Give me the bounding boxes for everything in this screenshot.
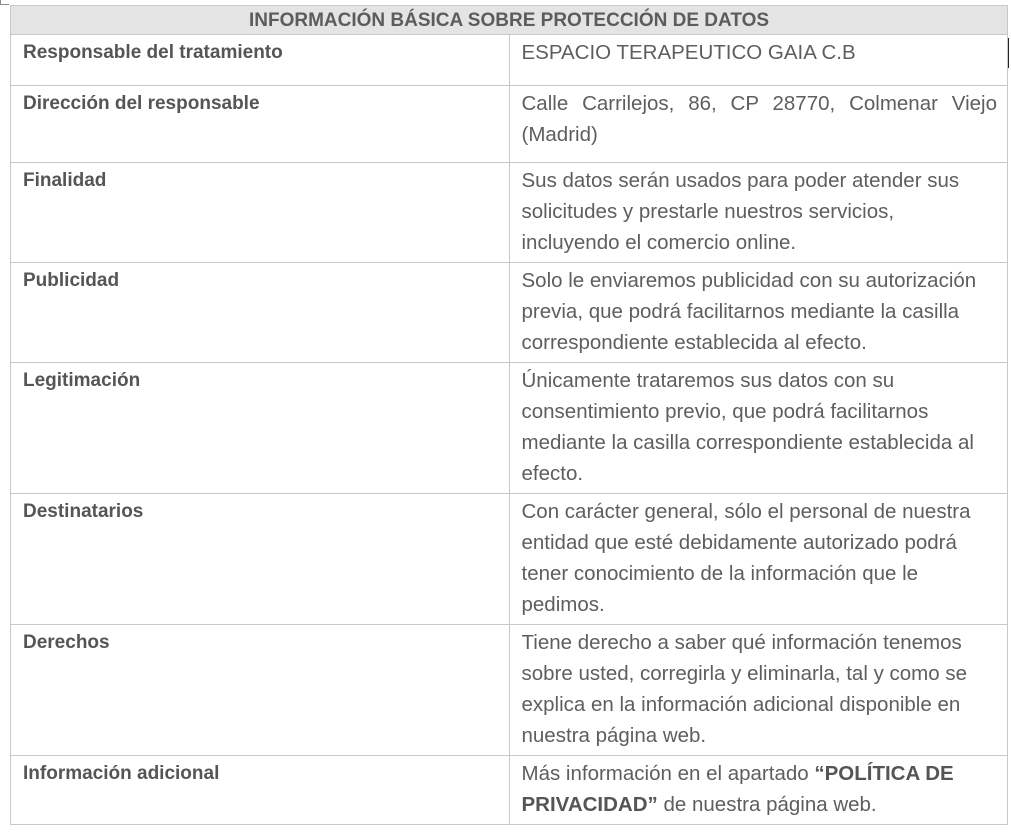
value-suffix: de nuestra página web.: [657, 793, 877, 816]
privacy-policy-title: “POLÍTICA DE PRIVACIDAD”: [521, 762, 954, 816]
table-row-direccion: [11, 86, 1008, 163]
text-cursor-mark: [1008, 38, 1009, 68]
table-title: INFORMACIÓN BÁSICA SOBRE PROTECCIÓN DE DATOS: [11, 6, 1008, 35]
row-label-publicidad: Publicidad: [11, 263, 510, 363]
row-value-destinatarios: Con carácter general, sólo el personal de nuestra entidad que esté debidamente autorizado podrá tener conocimiento de la información que le pedimos.: [509, 494, 1008, 625]
table-row-derechos: [11, 625, 1008, 756]
data-protection-table: [10, 5, 1008, 825]
table-row-informacion-adicional: [11, 756, 1008, 825]
row-value-legitimacion: Únicamente trataremos sus datos con su consentimiento previo, que podrá facilitarnos mediante la casilla correspondiente establecida al efecto.: [509, 363, 1008, 494]
table-row-publicidad: [11, 263, 1008, 363]
row-value-responsable: ESPACIO TERAPEUTICO GAIA C.B: [509, 35, 1008, 86]
row-value-publicidad: Solo le enviaremos publicidad con su autorización previa, que podrá facilitarnos mediante la casilla correspondiente establecida al efecto.: [509, 263, 1008, 363]
table-row-finalidad: [11, 163, 1008, 263]
row-label-responsable: Responsable del tratamiento: [11, 35, 510, 86]
row-value-finalidad: Sus datos serán usados para poder atender sus solicitudes y prestarle nuestros servicios, incluyendo el comercio online.: [509, 163, 1008, 263]
row-label-legitimacion: Legitimación: [11, 363, 510, 494]
table-header-row: [11, 6, 1008, 35]
row-label-informacion-adicional: Información adicional: [11, 756, 510, 825]
row-label-direccion: Dirección del responsable: [11, 86, 510, 163]
row-value-derechos: Tiene derecho a saber qué información tenemos sobre usted, corregirla y eliminarla, tal y como se explica en la información adicional disponible en nuestra página web.: [509, 625, 1008, 756]
value-prefix: Más información en el apartado: [521, 762, 815, 785]
corner-marker: [0, 0, 9, 5]
table-row-responsable: [11, 35, 1008, 86]
row-label-destinatarios: Destinatarios: [11, 494, 510, 625]
table-row-legitimacion: [11, 363, 1008, 494]
table-row-destinatarios: [11, 494, 1008, 625]
row-label-finalidad: Finalidad: [11, 163, 510, 263]
data-protection-table-container: [10, 5, 1008, 825]
row-value-direccion: Calle Carrilejos, 86, CP 28770, Colmenar Viejo (Madrid): [509, 86, 1008, 163]
row-value-informacion-adicional: [509, 756, 1008, 825]
row-label-derechos: Derechos: [11, 625, 510, 756]
